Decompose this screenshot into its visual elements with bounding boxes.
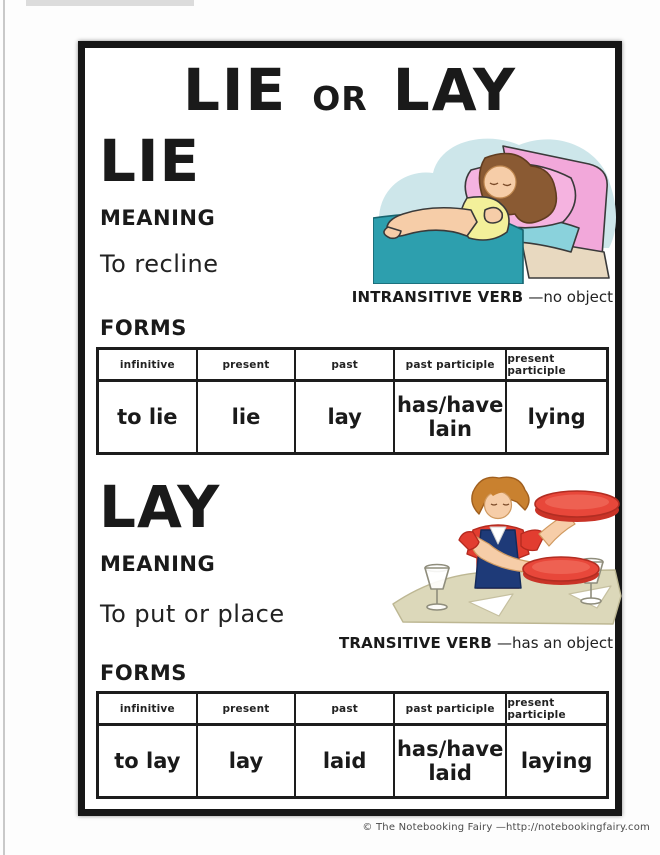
transitive-verb-label: TRANSITIVE VERB — [338, 634, 493, 652]
section-lay-caption — [339, 634, 613, 652]
title-word-lay: LAY — [392, 56, 518, 124]
lay-table-header-present-participle: present participle — [507, 694, 606, 726]
section-lay-heading: LAY — [99, 473, 221, 541]
woman-lying-in-bed-svg — [373, 126, 620, 284]
section-lie-heading: LIE — [99, 127, 201, 195]
lie-table-value-present-participle: lying — [527, 404, 586, 429]
lay-table-header-past: past — [296, 694, 395, 726]
boy-setting-table-illustration — [385, 472, 623, 632]
lie-table-value-past-participle: has/have lain — [395, 382, 507, 452]
scan-artifact-left-line — [3, 0, 5, 855]
intransitive-verb-note: —no object — [528, 288, 613, 306]
intransitive-verb-label: INTRANSITIVE VERB — [351, 288, 524, 306]
lie-table-value-past: lay — [296, 382, 395, 452]
scan-artifact-top-strip — [26, 0, 194, 6]
section-lay-forms-label: FORMS — [100, 661, 187, 685]
section-lay-meaning-text: To put or place — [100, 600, 285, 628]
section-lay-meaning-label: MEANING — [100, 552, 216, 576]
woman-lying-in-bed-illustration — [373, 126, 620, 284]
lie-table-value-infinitive: to lie — [99, 382, 198, 452]
lie-table-header-past: past — [296, 350, 395, 382]
section-lie-meaning-text: To recline — [100, 250, 219, 278]
section-lie-meaning-label: MEANING — [100, 206, 216, 230]
lay-table-value-present: lay — [198, 726, 297, 796]
lie-forms-table — [96, 347, 609, 455]
section-lie-caption — [352, 288, 613, 306]
lay-table-header-infinitive: infinitive — [99, 694, 198, 726]
lay-table-header-present: present — [198, 694, 297, 726]
lie-table-header-infinitive: infinitive — [99, 350, 198, 382]
transitive-verb-note: —has an object — [497, 634, 613, 652]
lay-table-value-present-participle: laying — [520, 748, 593, 773]
footer-credit: © The Notebooking Fairy —http://notebookingfairy.com — [362, 822, 650, 833]
boy-setting-table-svg — [385, 472, 623, 632]
poster-frame — [78, 41, 622, 816]
lay-table-value-infinitive: to lay — [99, 726, 198, 796]
lie-table-header-past-participle: past participle — [395, 350, 507, 382]
title-conjunction: OR — [312, 79, 368, 118]
lie-table-header-present-participle: present participle — [507, 350, 606, 382]
lay-forms-table — [96, 691, 609, 799]
poster-title — [85, 56, 615, 124]
section-lie-forms-label: FORMS — [100, 316, 187, 340]
lie-table-header-present: present — [198, 350, 297, 382]
lay-table-value-past: laid — [296, 726, 395, 796]
title-word-lie: LIE — [182, 56, 288, 124]
lie-table-value-present: lie — [198, 382, 297, 452]
lay-table-value-past-participle: has/have laid — [395, 726, 507, 796]
lay-table-header-past-participle: past participle — [395, 694, 507, 726]
